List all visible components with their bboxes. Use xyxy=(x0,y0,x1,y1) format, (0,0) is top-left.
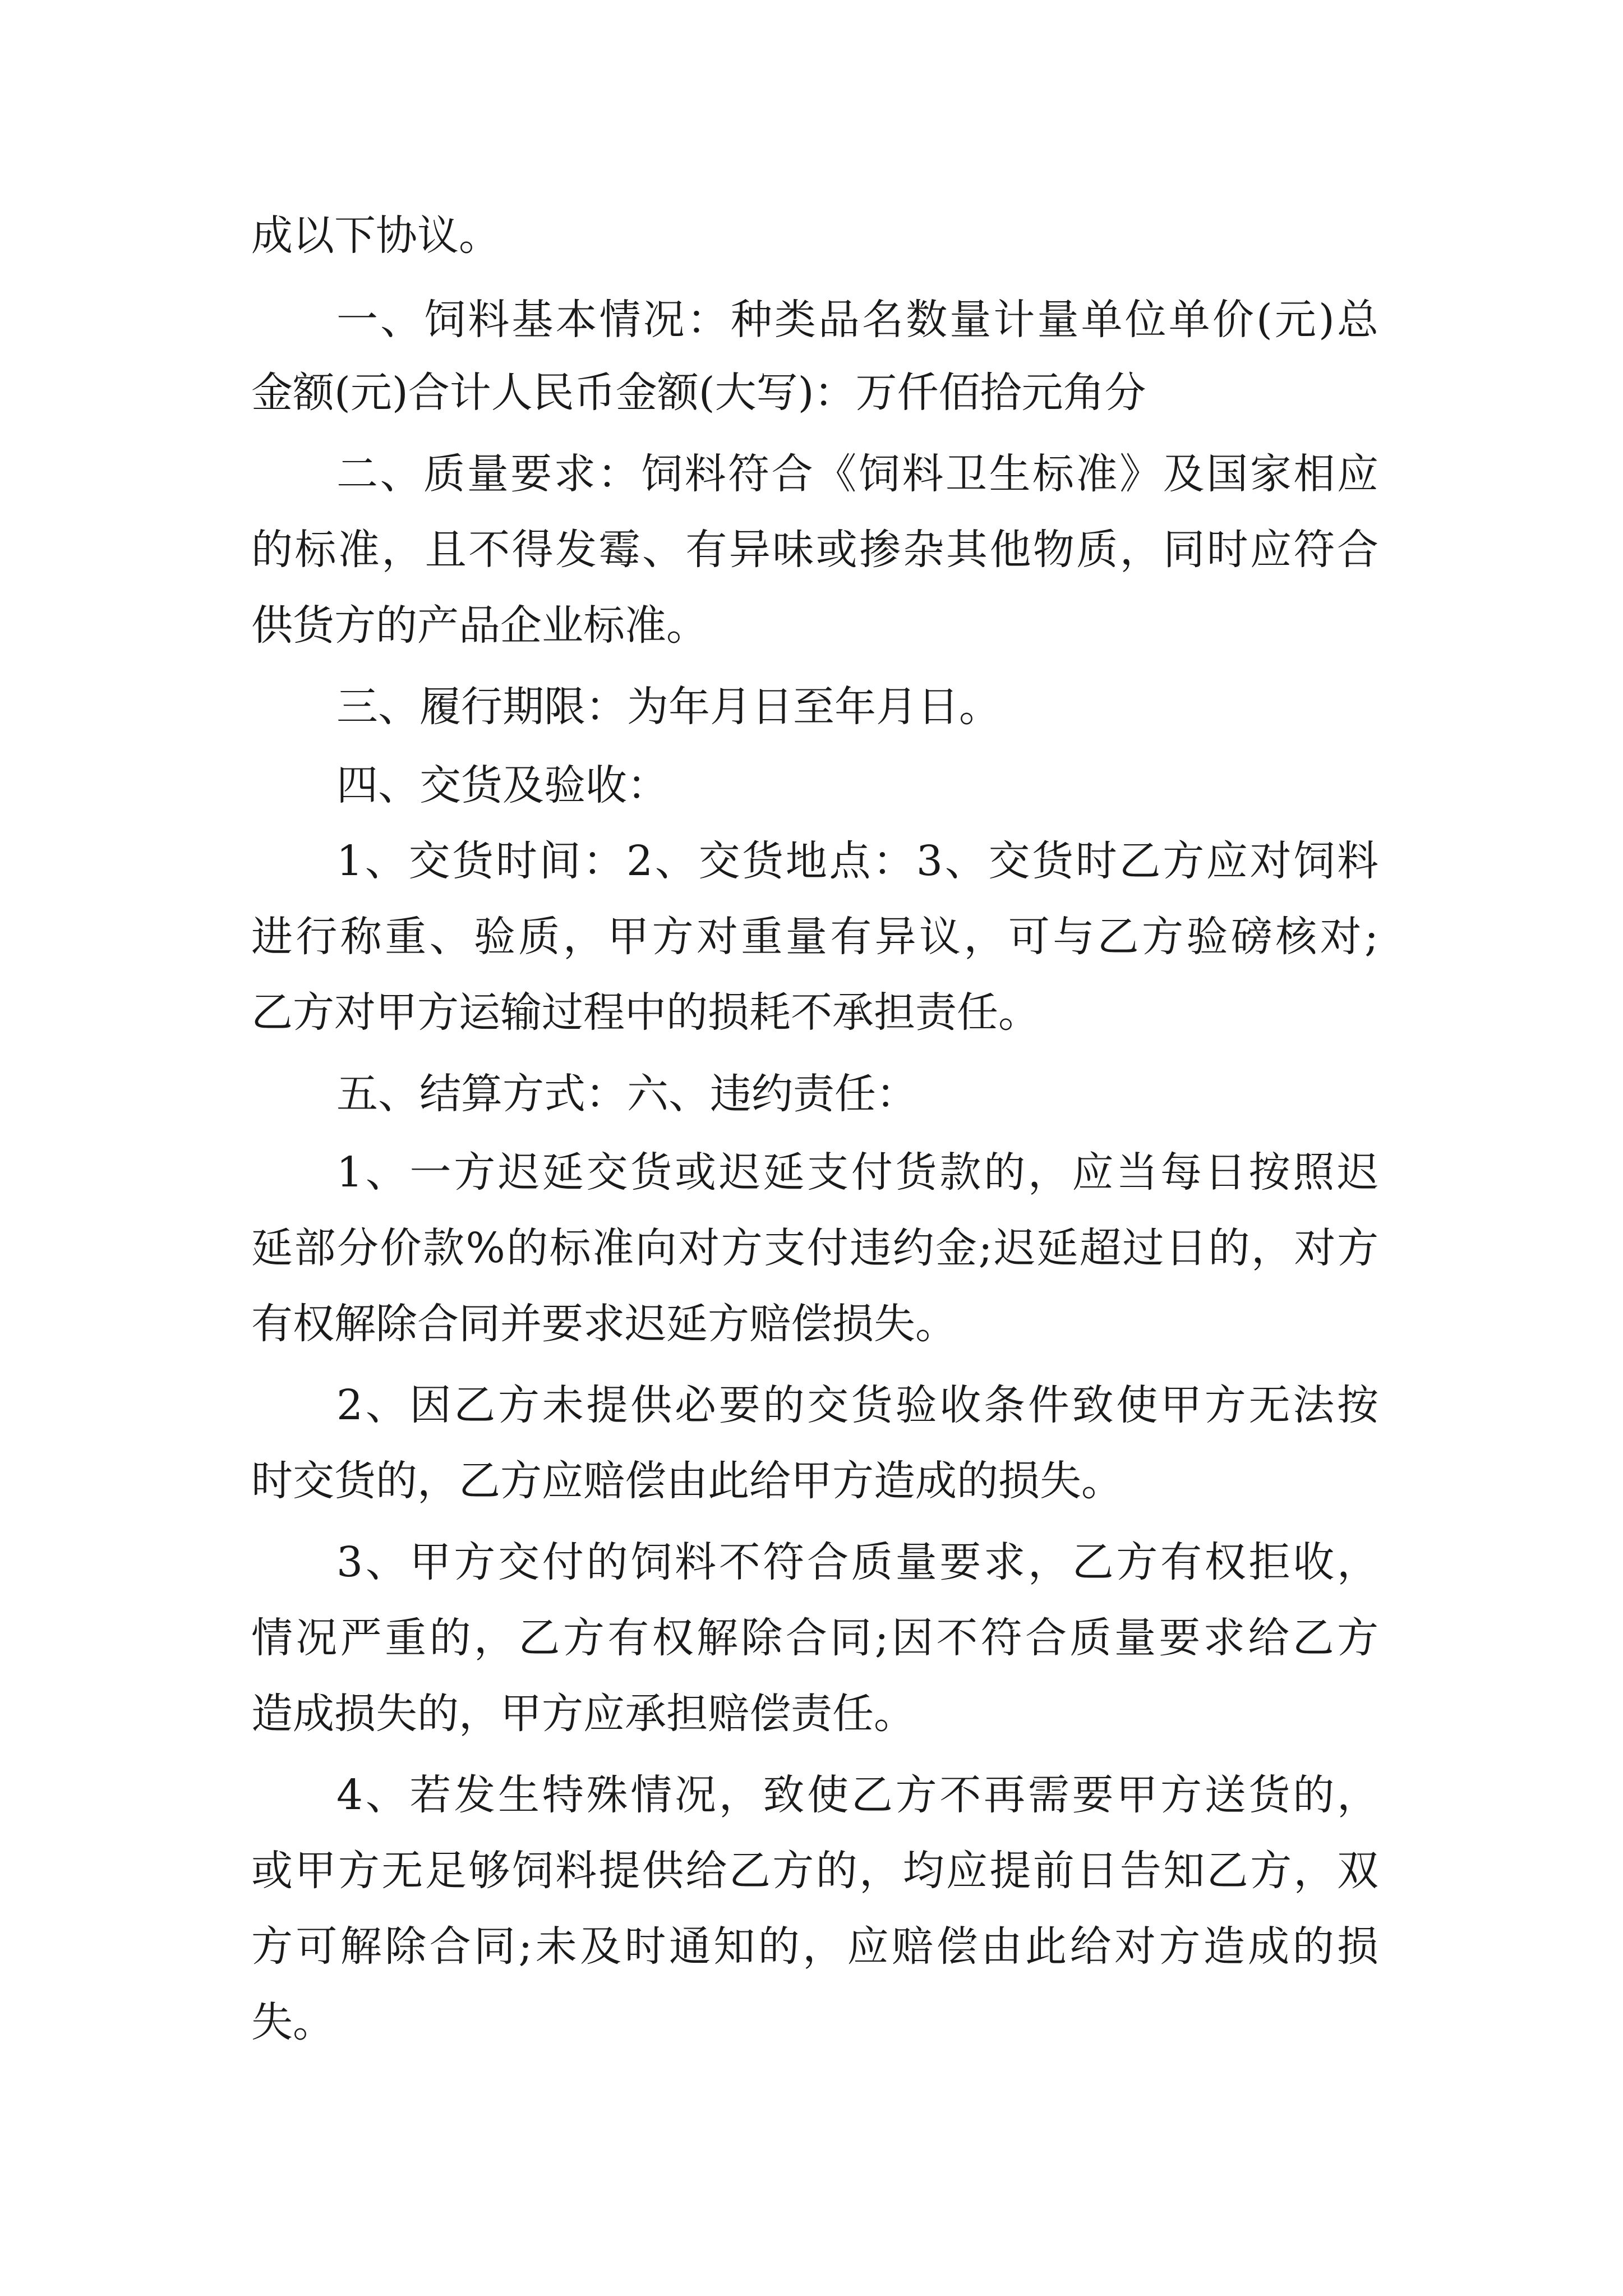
text-line: 或甲方无足够饲料提供给乙方的，均应提前日告知乙方，双 xyxy=(251,1847,1378,1895)
text-line: 有权解除合同并要求迟延方赔偿损失。 xyxy=(251,1300,957,1348)
text-line: 1、交货时间：2、交货地点：3、交货时乙方应对饲料 xyxy=(336,837,1378,885)
text-line: 金额(元)合计人民币金额(大写)：万仟佰拾元角分 xyxy=(251,369,1146,417)
text-line: 失。 xyxy=(251,1998,334,2046)
text-line: 乙方对甲方运输过程中的损耗不承担责任。 xyxy=(251,988,1040,1037)
text-line: 成以下协议。 xyxy=(251,211,500,260)
text-line: 二、质量要求：饲料符合《饲料卫生标准》及国家相应 xyxy=(336,450,1378,498)
text-line: 方可解除合同;未及时通知的，应赔偿由此给对方造成的损 xyxy=(251,1922,1378,1971)
text-line: 4、若发生特殊情况，致使乙方不再需要甲方送货的， xyxy=(336,1771,1378,1819)
text-line: 1、一方迟延交货或迟延支付货款的，应当每日按照迟 xyxy=(336,1148,1378,1197)
text-line: 三、履行期限：为年月日至年月日。 xyxy=(336,683,1000,731)
text-line: 时交货的，乙方应赔偿由此给甲方造成的损失。 xyxy=(251,1457,1123,1505)
text-line: 情况严重的，乙方有权解除合同;因不符合质量要求给乙方 xyxy=(251,1614,1378,1662)
text-line: 五、结算方式：六、违约责任： xyxy=(336,1070,917,1118)
text-line: 供货方的产品企业标准。 xyxy=(251,601,708,650)
text-line: 3、甲方交付的饲料不符合质量要求，乙方有权拒收， xyxy=(336,1538,1378,1586)
text-line: 一、饲料基本情况：种类品名数量计量单位单价(元)总 xyxy=(336,296,1378,344)
text-line: 2、因乙方未提供必要的交货验收条件致使甲方无法按 xyxy=(336,1381,1378,1429)
text-line: 造成损失的，甲方应承担赔偿责任。 xyxy=(251,1690,915,1738)
text-line: 的标准，且不得发霉、有异味或掺杂其他物质，同时应符合 xyxy=(251,526,1378,574)
text-line: 进行称重、验质，甲方对重量有异议，可与乙方验磅核对; xyxy=(251,913,1378,961)
text-line: 延部分价款%的标准向对方支付违约金;迟延超过日的，对方 xyxy=(251,1224,1378,1272)
text-line: 四、交货及验收： xyxy=(336,761,668,809)
